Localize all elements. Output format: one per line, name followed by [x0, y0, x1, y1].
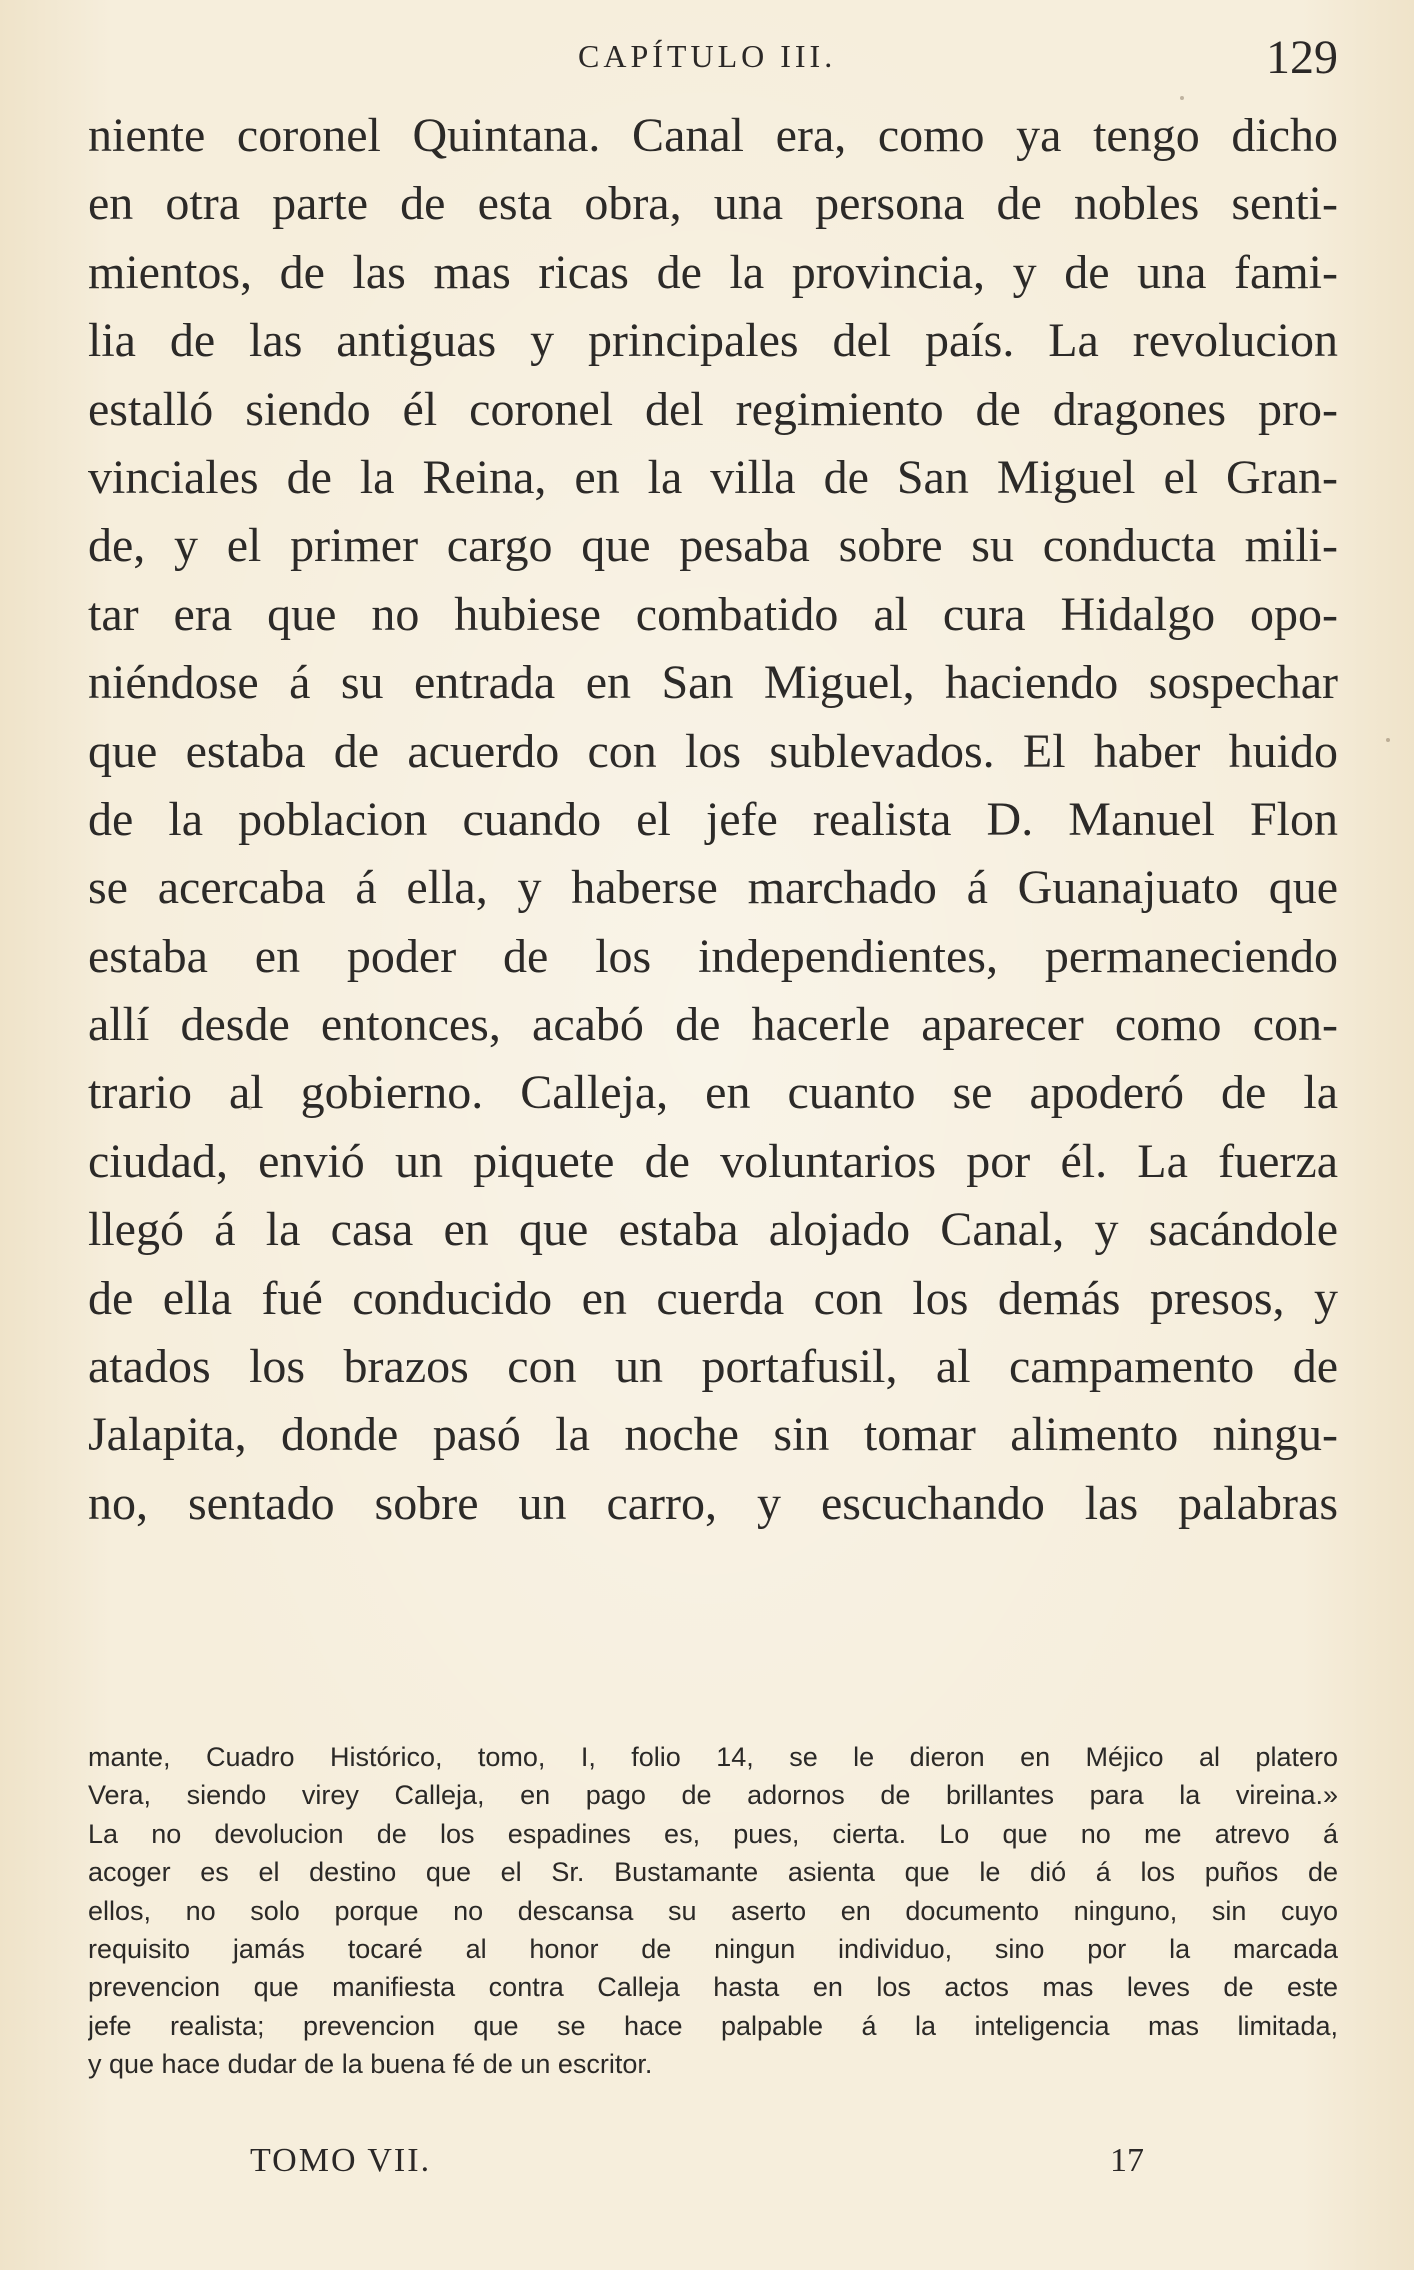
footnote-line: prevencion que manifiesta contra Calleja hasta en los actos mas leves de este [88, 1972, 1338, 2003]
footnote-line: jefe realista; prevencion que se hace palpable á la inteligencia mas limitada, [88, 2010, 1338, 2041]
text-line: no, sentado sobre un carro, y escuchando las palabras [88, 1476, 1338, 1530]
text-line: de, y el primer cargo que pesaba sobre su conducta mili- [88, 519, 1338, 573]
footnote-line: ellos, no solo porque no descansa su aserto en documento ninguno, sin cuyo [88, 1895, 1338, 1926]
text-line: niéndose á su entrada en San Miguel, haciendo sospechar [88, 656, 1338, 710]
print-speck [1180, 96, 1184, 100]
text-line: atados los brazos con un portafusil, al campamento de [88, 1340, 1338, 1394]
text-line: que estaba de acuerdo con los sublevados. El haber huido [88, 724, 1338, 778]
text-line: lia de las antiguas y principales del país. La revolucion [88, 314, 1338, 368]
text-line: ciudad, envió un piquete de voluntarios por él. La fuerza [88, 1134, 1338, 1188]
print-speck [248, 1106, 252, 1110]
text-line: Jalapita, donde pasó la noche sin tomar alimento ningu- [88, 1408, 1338, 1462]
footnote-line: y que hace dudar de la buena fé de un escritor. [88, 2049, 653, 2080]
main-text [88, 102, 1338, 1538]
text-line: de la poblacion cuando el jefe realista D. Manuel Flon [88, 792, 1338, 846]
running-header [88, 30, 1338, 90]
signature-mark: 17 [1110, 2142, 1144, 2179]
text-line: en otra parte de esta obra, una persona de nobles senti- [88, 177, 1338, 231]
text-line: estaba en poder de los independientes, permaneciendo [88, 929, 1338, 983]
page-number: 129 [1266, 31, 1338, 84]
text-line: mientos, de las mas ricas de la provincia, y de una fami- [88, 245, 1338, 299]
footnote-line: La no devolucion de los espadines es, pues, cierta. Lo que no me atrevo á [88, 1818, 1338, 1849]
volume-label: TOMO VII. [250, 2142, 432, 2179]
text-line: allí desde entonces, acabó de hacerle aparecer como con- [88, 998, 1338, 1052]
text-line: llegó á la casa en que estaba alojado Canal, y sacándole [88, 1203, 1338, 1257]
chapter-title: CAPÍTULO III. [578, 38, 837, 74]
text-line: se acercaba á ella, y haberse marchado á Guanajuato que [88, 861, 1338, 915]
footnote [88, 1738, 1338, 2084]
footnote-line: Vera, siendo virey Calleja, en pago de adornos de brillantes para la vireina.» [88, 1780, 1338, 1811]
footnote-line: mante, Cuadro Histórico, tomo, I, folio 14, se le dieron en Méjico al platero [88, 1742, 1338, 1772]
text-line: vinciales de la Reina, en la villa de San Miguel el Gran- [88, 450, 1338, 504]
text-line: niente coronel Quintana. Canal era, como ya tengo dicho [88, 109, 1338, 162]
footnote-line: requisito jamás tocaré al honor de ningun individuo, sino por la marcada [88, 1933, 1338, 1964]
print-speck [1386, 738, 1390, 742]
text-line: tar era que no hubiese combatido al cura Hidalgo opo- [88, 587, 1338, 641]
footnote-line: acoger es el destino que el Sr. Bustamante asienta que le dió á los puños de [88, 1857, 1338, 1888]
text-line: de ella fué conducido en cuerda con los demás presos, y [88, 1271, 1338, 1325]
text-line: estalló siendo él coronel del regimiento de dragones pro- [88, 382, 1338, 436]
page-footer [250, 2142, 1210, 2192]
text-line: trario al gobierno. Calleja, en cuanto se apoderó de la [88, 1066, 1338, 1120]
